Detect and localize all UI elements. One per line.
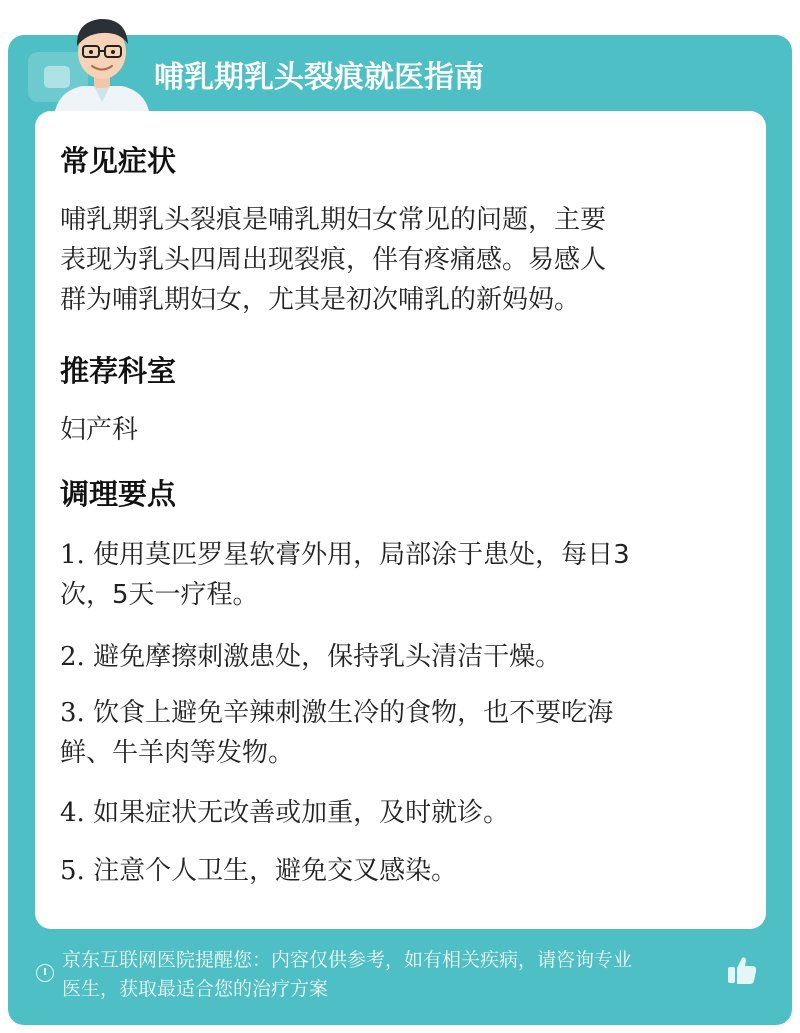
list-item-number: 4. [60, 798, 85, 828]
list-item-text: 如果症状无改善或加重，及时就诊。 [93, 798, 510, 828]
list-item-number: 5. [60, 856, 85, 886]
section-title-symptoms: 常见症状 [60, 144, 177, 178]
list-item-text: 使用莫匹罗星软膏外用，局部涂于患处，每日3 [93, 540, 630, 570]
section-title-care: 调理要点 [60, 477, 177, 511]
list-item-text: 饮食上避免辛辣刺激生冷的食物，也不要吃海 [93, 698, 614, 728]
list-item-text: 注意个人卫生，避免交叉感染。 [93, 856, 458, 886]
list-item-text: 避免摩擦刺激患处，保持乳头清洁干燥。 [93, 642, 562, 672]
list-item [60, 693, 750, 773]
list-item [60, 637, 750, 677]
disclaimer-line: 京东互联网医院提醒您：内容仅供参考，如有相关疾病，请咨询专业 [62, 949, 633, 971]
list-item-number: 3. [60, 698, 85, 728]
doctor-avatar [46, 6, 158, 118]
list-item-text: 次，5天一疗程。 [60, 580, 259, 610]
list-item-number: 2. [60, 642, 85, 672]
list-item [60, 535, 750, 615]
page-title: 哺乳期乳头裂痕就医指南 [154, 60, 484, 95]
symptoms-line: 群为哺乳期妇女，尤其是初次哺乳的新妈妈。 [60, 285, 581, 315]
symptoms-text [60, 200, 740, 320]
section-title-department: 推荐科室 [60, 354, 177, 388]
symptoms-line: 哺乳期乳头裂痕是哺乳期妇女常见的问题，主要 [60, 205, 607, 235]
disclaimer-line: 医生，获取最适合您的治疗方案 [62, 978, 329, 1000]
list-item-text: 鲜、牛羊肉等发物。 [60, 738, 295, 768]
disclaimer [62, 946, 722, 1004]
thumbs-up-icon[interactable] [725, 953, 759, 987]
list-item [60, 851, 750, 891]
symptoms-line: 表现为乳头四周出现裂痕，伴有疼痛感。易感人 [60, 245, 607, 275]
list-item [60, 793, 750, 833]
info-icon [36, 964, 54, 982]
department-value: 妇产科 [60, 415, 139, 445]
list-item-number: 1. [60, 540, 85, 570]
